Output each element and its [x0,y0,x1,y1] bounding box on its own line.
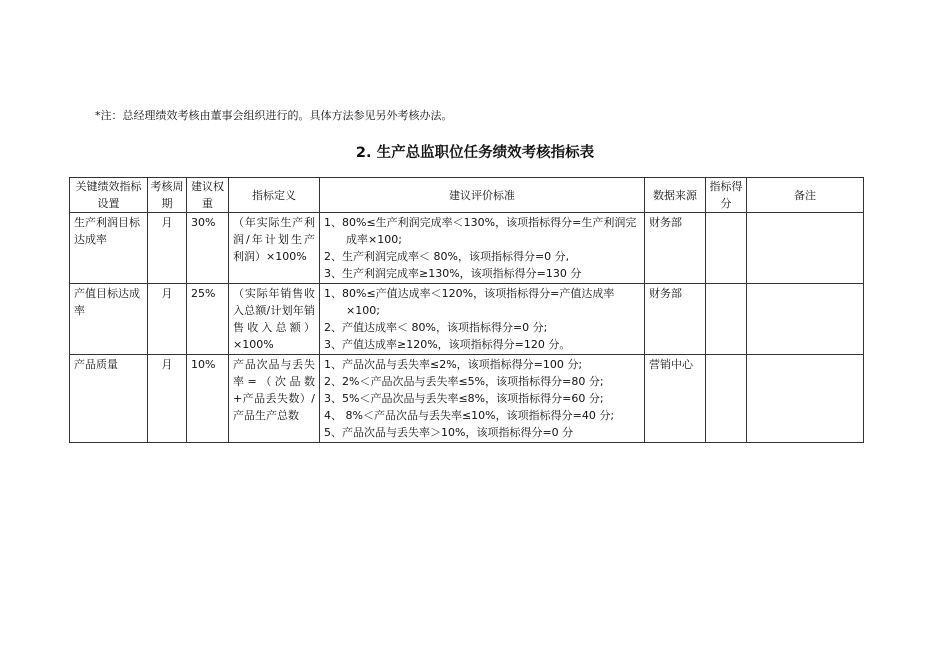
source-cell: 营销中心 [645,355,706,443]
header-source: 数据来源 [645,178,706,213]
criteria-line: 2、生产利润完成率＜ 80%，该项指标得分=0 分, [324,250,570,263]
header-remark: 备注 [747,178,864,213]
header-score: 指标得分 [706,178,747,213]
definition-cell: 产品次品与丢失率=（次品数+产品丢失数）/产品生产总数 [229,355,320,443]
period-cell: 月 [148,284,187,355]
criteria-cell [320,355,645,443]
header-weight: 建议权重 [187,178,229,213]
criteria-line: 3、5%＜产品次品与丢失率≤8%，该项指标得分=60 分; [324,392,604,405]
score-cell [706,213,747,284]
definition-cell: （年实际生产利润/年计划生产 利润）×100% [229,213,320,284]
table-row [70,213,864,284]
kpi-table [69,177,864,443]
header-definition: 指标定义 [229,178,320,213]
remark-cell [747,355,864,443]
header-indicator: 关键绩效指标设置 [70,178,148,213]
criteria-line: 3、产值达成率≥120%，该项指标得分=120 分。 [324,338,571,351]
score-cell [706,355,747,443]
header-row [70,178,864,213]
criteria-line: 1、80%≤生产利润完成率＜130%，该项指标得分=生产利润完成率×100; [324,216,637,246]
definition-cell: （实际年销售收入总额/计划年销售收入总额）×100% [229,284,320,355]
criteria-line: 1、80%≤产值达成率＜120%，该项指标得分=产值达成率×100; [324,287,615,317]
source-cell: 财务部 [645,213,706,284]
criteria-line: 1、产品次品与丢失率≤2%，该项指标得分=100 分; [324,358,583,371]
criteria-line: 5、产品次品与丢失率＞10%，该项指标得分=0 分 [324,426,574,439]
indicator-cell: 产值目标达成率 [70,284,148,355]
remark-cell [747,213,864,284]
criteria-cell [320,284,645,355]
table-row [70,284,864,355]
table-row [70,355,864,443]
criteria-line: 2、产值达成率＜ 80%，该项指标得分=0 分; [324,321,548,334]
criteria-line: 2、2%＜产品次品与丢失率≤5%，该项指标得分=80 分; [324,375,604,388]
source-cell: 财务部 [645,284,706,355]
weight-cell: 30% [187,213,229,284]
score-cell [706,284,747,355]
criteria-cell [320,213,645,284]
period-cell: 月 [148,355,187,443]
header-criteria: 建议评价标准 [320,178,645,213]
footnote: *注：总经理绩效考核由董事会组织进行的。具体方法参见另外考核办法。 [95,109,453,122]
weight-cell: 10% [187,355,229,443]
weight-cell: 25% [187,284,229,355]
remark-cell [747,284,864,355]
indicator-cell: 产品质量 [70,355,148,443]
indicator-cell: 生产利润目标达成率 [70,213,148,284]
header-period: 考核周期 [148,178,187,213]
period-cell: 月 [148,213,187,284]
criteria-line: 4、 8%＜产品次品与丢失率≤10%，该项指标得分=40 分; [324,409,615,422]
table-title: 2. 生产总监职位任务绩效考核指标表 [355,145,595,161]
criteria-line: 3、生产利润完成率≥130%，该项指标得分=130 分 [324,267,582,280]
